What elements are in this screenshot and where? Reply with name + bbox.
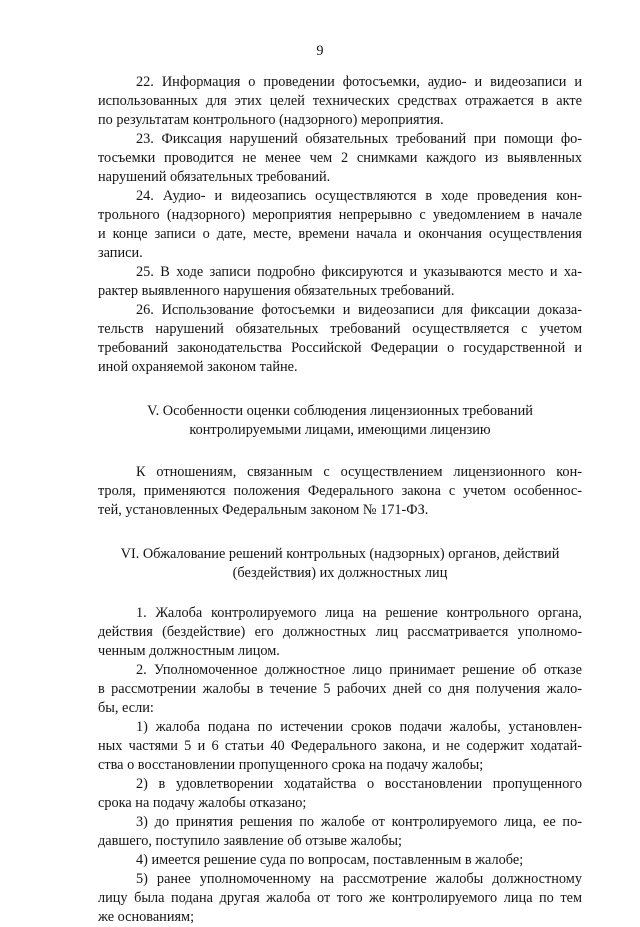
text-line: К отношениям, связанным с осуществлением лицензионного кон- <box>136 464 582 480</box>
heading-line: (бездействия) их должностных лиц <box>232 565 448 581</box>
text-line: тосъемки проводится не менее чем 2 снимками каждого из выявленных <box>98 150 582 166</box>
text-line: 25. В ходе записи подробно фиксируются и указываются место и ха- <box>136 264 582 280</box>
text-line: рактер выявленного нарушения обязательных требований. <box>98 283 455 299</box>
heading-line: VI. Обжалование решений контрольных (надзорных) органов, действий <box>120 546 560 562</box>
subitem-5 <box>98 870 582 927</box>
text-line: 23. Фиксация нарушений обязательных требований при помощи фо- <box>136 131 582 147</box>
text-line: давшего, поступило заявление об отзыве жалобы; <box>98 833 402 849</box>
text-line: бы, если: <box>98 700 154 716</box>
text-line: 5) ранее уполномоченному на рассмотрение жалобы должностному <box>136 871 582 887</box>
page-number: 9 <box>316 43 324 59</box>
heading-line: контролируемыми лицами, имеющими лицензию <box>189 422 491 438</box>
spacer <box>98 377 582 402</box>
text-line: 1) жалоба подана по истечении сроков подачи жалобы, установлен- <box>136 719 582 735</box>
paragraph-24 <box>98 187 582 263</box>
paragraph-licensing <box>98 463 582 520</box>
text-line: же основаниям; <box>98 909 195 925</box>
text-line: в рассмотрении жалобы в течение 5 рабочих дней со дня получения жало- <box>98 681 582 697</box>
text-line: 2. Уполномоченное должностное лицо принимает решение об отказе <box>136 662 582 678</box>
text-line: нарушений обязательных требований. <box>98 169 331 185</box>
section-v-heading <box>98 402 582 440</box>
text-line: 4) имеется решение суда по вопросам, поставленным в жалобе; <box>136 852 524 868</box>
text-line: использованных для этих целей технических средствах отражается в акте <box>98 93 582 109</box>
subitem-2 <box>98 775 582 813</box>
paragraph-2 <box>98 661 582 718</box>
section-vi-heading <box>98 545 582 583</box>
text-line: лицу была подана другая жалоба от того же контролируемого лица по тем <box>98 890 582 906</box>
text-line: по результатам контрольного (надзорного) мероприятия. <box>98 112 444 128</box>
subitem-4 <box>98 851 582 870</box>
spacer <box>98 583 582 604</box>
text-line: ченным должностным лицом. <box>98 643 280 659</box>
paragraph-1 <box>98 604 582 661</box>
heading-line: V. Особенности оценки соблюдения лицензионных требований <box>147 403 533 419</box>
text-line: действия (бездействие) его должностных лиц рассматривается уполномо- <box>98 624 582 640</box>
text-line: 24. Аудио- и видеозапись осуществляются в ходе проведения кон- <box>136 188 582 204</box>
text-line: тей, установленных Федеральным законом № 171-ФЗ. <box>98 502 429 518</box>
text-line: 1. Жалоба контролируемого лица на решение контрольного органа, <box>136 605 582 621</box>
text-line: 3) до принятия решения по жалобе от контролируемого лица, ее по- <box>136 814 582 830</box>
paragraph-23 <box>98 130 582 187</box>
text-line: требований законодательства Российской Федерации о государственной и <box>98 340 582 356</box>
text-line: трольного (надзорного) мероприятия непрерывно с уведомлением в начале <box>98 207 582 223</box>
subitem-3 <box>98 813 582 851</box>
text-column <box>98 73 582 927</box>
text-line: записи. <box>98 245 143 261</box>
subitem-1 <box>98 718 582 775</box>
text-line: 22. Информация о проведении фотосъемки, аудио- и видеозаписи и <box>136 74 582 90</box>
spacer <box>98 520 582 545</box>
text-line: тельств нарушений обязательных требований осуществляется с учетом <box>98 321 582 337</box>
text-line: 2) в удовлетворении ходатайства о восстановлении пропущенного <box>136 776 582 792</box>
text-line: срока на подачу жалобы отказано; <box>98 795 307 811</box>
text-line: ства о восстановлении пропущенного срока на подачу жалобы; <box>98 757 484 773</box>
text-line: 26. Использование фотосъемки и видеозаписи для фиксации доказа- <box>136 302 582 318</box>
paragraph-22 <box>98 73 582 130</box>
text-line: троля, применяются положения Федерального закона с учетом особеннос- <box>98 483 582 499</box>
spacer <box>98 440 582 463</box>
text-line: ных частями 5 и 6 статьи 40 Федерального закона, и не содержит ходатай- <box>98 738 582 754</box>
text-line: иной охраняемой законом тайне. <box>98 359 298 375</box>
text-line: и конце записи о дате, месте, времени начала и окончания осуществления <box>98 226 582 242</box>
paragraph-26 <box>98 301 582 377</box>
paragraph-25 <box>98 263 582 301</box>
